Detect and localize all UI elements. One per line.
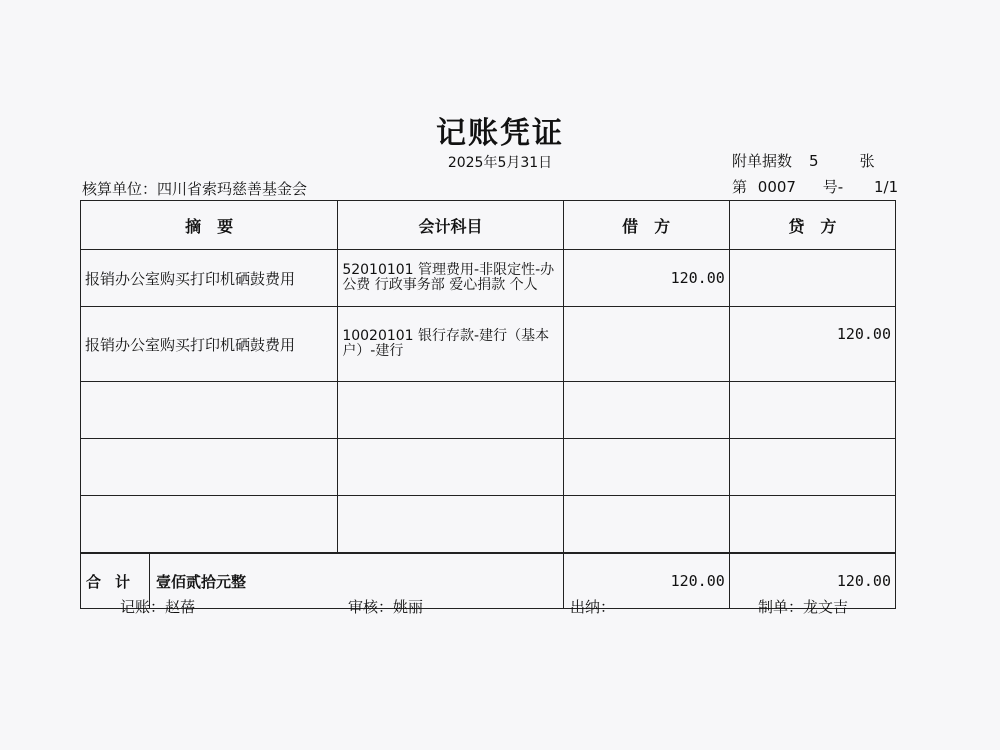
header-debit: 借 方 [563, 201, 729, 250]
voucher-suffix: 号- [822, 178, 844, 196]
total-credit: 120.00 [729, 553, 895, 609]
table-row [81, 439, 896, 496]
page-title: 记账凭证 [436, 116, 564, 151]
table-row [81, 307, 896, 382]
row-summary [81, 382, 338, 439]
attachment-label: 附单据数 [732, 152, 793, 170]
row-summary [81, 496, 338, 554]
header-summary: 摘 要 [81, 201, 338, 250]
attachment-count [732, 150, 875, 171]
bookkeeper: 记账：赵蓓 [120, 598, 196, 616]
row-account [338, 496, 563, 554]
row-summary: 报销办公室购买打印机硒鼓费用 [81, 250, 338, 307]
row-debit: 120.00 [563, 250, 729, 307]
row-credit [729, 250, 895, 307]
accounting-unit [82, 178, 307, 199]
voucher-prefix: 第 [732, 178, 748, 196]
attachment-unit: 张 [859, 152, 875, 170]
voucher-number [732, 176, 898, 197]
voucher-date: 2025年5月31日 [447, 155, 553, 171]
voucher-number-value: 0007 [757, 178, 796, 196]
attachment-number: 5 [809, 152, 819, 170]
total-label: 合计 [81, 554, 150, 608]
unit-name: 四川省索玛慈善基金会 [157, 180, 308, 198]
table-row [81, 496, 896, 554]
voucher-table [80, 200, 896, 609]
preparer: 制单：龙文吉 [758, 598, 849, 616]
total-amount-words: 壹佰贰拾元整 [156, 572, 247, 591]
table-header-row [81, 201, 896, 250]
row-debit [563, 382, 729, 439]
row-credit: 120.00 [729, 307, 895, 382]
header-account: 会计科目 [338, 201, 563, 250]
row-account: 10020101 银行存款-建行（基本户）-建行 [338, 307, 563, 382]
row-account [338, 382, 563, 439]
cashier: 出纳： [570, 598, 616, 616]
header-credit: 贷 方 [729, 201, 895, 250]
row-credit [729, 496, 895, 554]
row-account [338, 439, 563, 496]
row-summary: 报销办公室购买打印机硒鼓费用 [81, 307, 338, 382]
row-debit [563, 307, 729, 382]
row-credit [729, 439, 895, 496]
total-debit: 120.00 [563, 553, 729, 609]
table-row [81, 250, 896, 307]
unit-label: 核算单位： [82, 180, 158, 198]
row-account: 52010101 管理费用-非限定性-办公费 行政事务部 爱心捐款 个人 [338, 250, 563, 307]
table-row [81, 382, 896, 439]
row-debit [563, 496, 729, 554]
voucher-page: 1/1 [873, 178, 899, 196]
row-debit [563, 439, 729, 496]
row-summary [81, 439, 338, 496]
auditor: 审核：姚丽 [348, 598, 424, 616]
row-credit [729, 382, 895, 439]
